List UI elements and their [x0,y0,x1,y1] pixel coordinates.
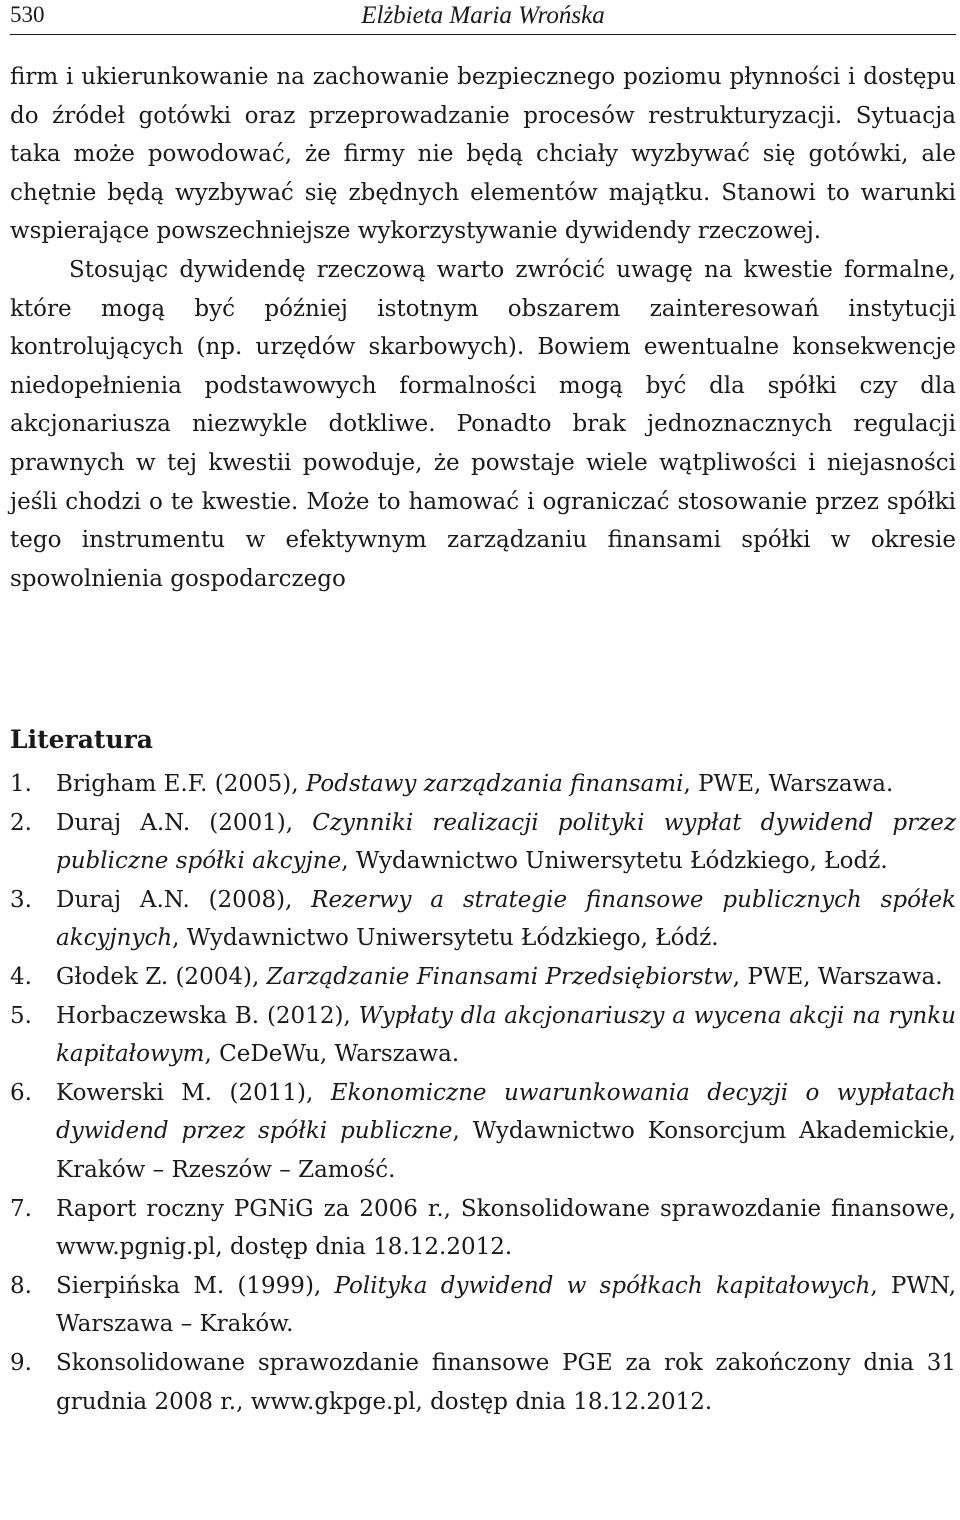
reference-text: Skonsolidowane sprawozdanie finansowe PGE za rok zakończony dnia 31 grudnia 2008 r., www.gkpge.pl, dostęp dnia 18.12.2012. [56,1349,956,1415]
reference-author-year: Duraj A.N. (2008), [56,886,312,913]
running-head-author: Elżbieta Maria Wrońska [361,2,605,29]
reference-title: Podstawy zarządzania finansami [305,771,684,797]
reference-item [10,1190,956,1267]
reference-number: 2. [10,809,32,836]
reference-number: 9. [10,1349,32,1376]
reference-item [10,881,956,958]
reference-publisher: , Wydawnictwo Konsorcjum Akademickie, Kraków – Rzeszów – Zamość. [56,1118,956,1183]
reference-publisher: , PWE, Warszawa. [683,771,894,797]
reference-text: Raport roczny PGNiG za 2006 r., Skonsolidowane sprawozdanie finansowe, www.pgnig.pl, dostęp dnia 18.12.2012. [56,1195,956,1261]
reference-number: 6. [10,1079,32,1106]
reference-title: Zarządzanie Finansami Przedsiębiorstw [266,963,733,990]
reference-number: 8. [10,1272,32,1299]
reference-title: Wypłaty dla akcjonariuszy a wycena akcji na rynku kapitałowym [56,1002,956,1068]
reference-title: Rezerwy a strategie finansowe publicznych spółek akcyjnych [56,886,956,952]
reference-publisher: , PWN, Warszawa – Kraków. [56,1272,957,1338]
reference-item [10,1344,956,1421]
reference-item [10,997,956,1074]
body-text [10,58,956,598]
reference-title: Polityka dywidend w spółkach kapitałowych [334,1272,871,1299]
reference-title: Ekonomiczne uwarunkowania decyzji o wypłatach dywidend przez spółki publiczne [56,1079,956,1145]
page-number: 530 [10,2,45,27]
reference-publisher: , Wydawnictwo Uniwersytetu Łódzkiego, Łodź. [341,848,888,875]
reference-publisher: , PWE, Warszawa. [732,963,943,990]
reference-number: 7. [10,1195,32,1222]
reference-item [10,804,956,881]
reference-author-year: Duraj A.N. (2001), [56,809,313,836]
section-heading-literature: Literatura [10,725,153,754]
reference-author-year: Głodek Z. (2004), [56,963,267,990]
reference-author-year: Horbaczewska B. (2012), [56,1002,359,1029]
reference-author-year: Brigham E.F. (2005), [56,771,306,797]
reference-author-year: Kowerski M. (2011), [56,1079,331,1106]
reference-title: Czynniki realizacji polityki wypłat dywidend przez publiczne spółki akcyjne [56,809,956,875]
reference-number: 3. [10,886,32,913]
reference-number: 1. [10,771,32,797]
document-page [10,0,956,1520]
body-paragraph: firm i ukierunkowanie na zachowanie bezpiecznego poziomu płynności i dostępu do źródeł gotówki oraz przeprowadzanie procesów restrukturyzacji. Sytuacja taka może powodować, że firmy nie będą chciały wyzbywać się gotówki, ale chętnie będą wyzbywać się zbędnych elementów majątku. Stanowi to warunki wspierające powszechniejsze wykorzystywanie dywidendy rzeczowej. [10,64,956,245]
reference-publisher: , Wydawnictwo Uniwersytetu Łódzkiego, Łódź. [172,925,719,952]
reference-item [10,1074,956,1190]
reference-list [10,765,956,1421]
reference-item [10,765,956,804]
reference-number: 4. [10,963,32,990]
reference-author-year: Sierpińska M. (1999), [56,1272,335,1299]
reference-publisher: , CeDeWu, Warszawa. [204,1041,460,1068]
reference-item [10,1267,956,1344]
reference-item [10,958,956,997]
body-paragraph: Stosując dywidendę rzeczową warto zwrócić uwagę na kwestie formalne, które mogą być później istotnym obszarem zainteresowań instytucji kontrolujących (np. urzędów skarbowych). Bowiem ewentualne konsekwencje niedopełnienia podstawowych formalności mogą być dla spółki czy dla akcjonariusza niezwykle dotkliwe. Ponadto brak jednoznacznych regulacji prawnych w tej kwestii powoduje, że powstaje wiele wątpliwości i niejasności jeśli chodzi o te kwestie. Może to hamować i ograniczać stosowanie przez spółki tego instrumentu w efektywnym zarządzaniu finansami spółki w okresie spowolnienia gospodarczego [10,256,956,592]
running-header [10,0,956,35]
reference-number: 5. [10,1002,32,1029]
